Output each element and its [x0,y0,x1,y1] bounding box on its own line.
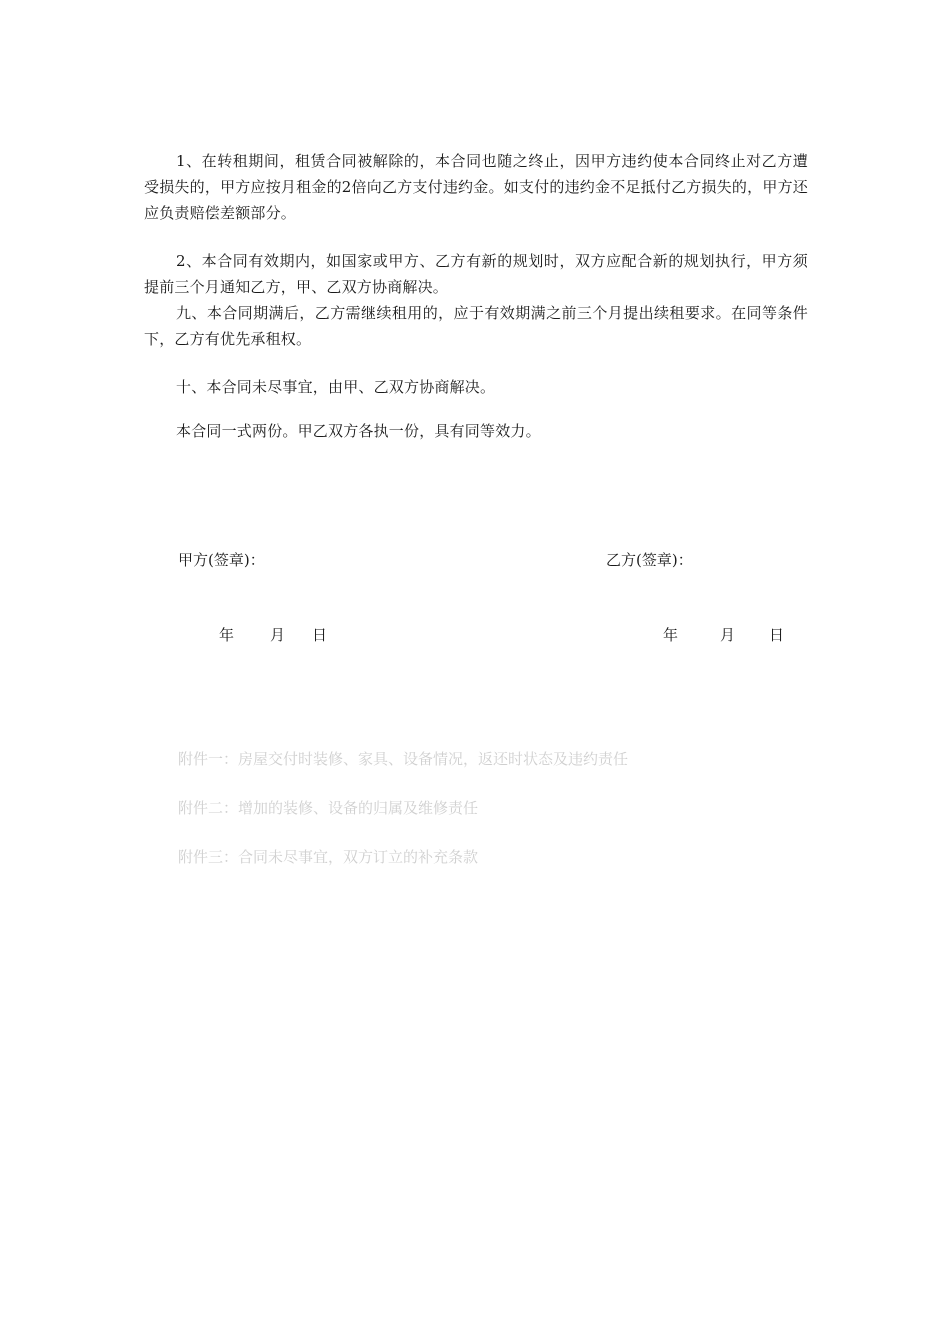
clause-nine-renewal: 九、本合同期满后，乙方需继续租用的，应于有效期满之前三个月提出续租要求。在同等条件下，乙方有优先承租权。 [144,304,808,348]
attachment-two: 附件二：增加的装修、设备的归属及维修责任 [178,799,479,817]
clause-termination-during-sublease: 1、在转租期间，租赁合同被解除的，本合同也随之终止，因甲方违约使本合同终止对乙方遭受损失的，甲方应按月租金的2倍向乙方支付违约金。如支付的违约金不足抵付乙方损失的，甲方还应负责赔偿差额部分。 [144,152,808,222]
clause-ten-unresolved-matters: 十、本合同未尽事宜，由甲、乙双方协商解决。 [176,378,496,396]
contract-body [144,148,808,444]
party-b-date-line [663,624,784,646]
party-b-year-label: 年 [663,626,679,644]
party-a-date-line [219,624,327,646]
party-a-month-label: 月 [270,626,286,644]
party-b-day-label: 日 [769,626,785,644]
party-b-signature-label: 乙方(签章)： [606,551,693,569]
clause-copies: 本合同一式两份。甲乙双方各执一份，具有同等效力。 [176,422,541,440]
attachment-three: 附件三：合同未尽事宜，双方订立的补充条款 [178,848,479,866]
party-b-month-label: 月 [720,626,736,644]
party-a-year-label: 年 [219,626,235,644]
clause-new-planning: 2、本合同有效期内，如国家或甲方、乙方有新的规划时，双方应配合新的规划执行，甲方须提前三个月通知乙方，甲、乙双方协商解决。 [144,252,808,296]
party-a-signature-label: 甲方(签章)： [178,551,265,569]
party-a-day-label: 日 [312,626,328,644]
attachment-one: 附件一：房屋交付时装修、家具、设备情况，返还时状态及违约责任 [178,750,629,768]
